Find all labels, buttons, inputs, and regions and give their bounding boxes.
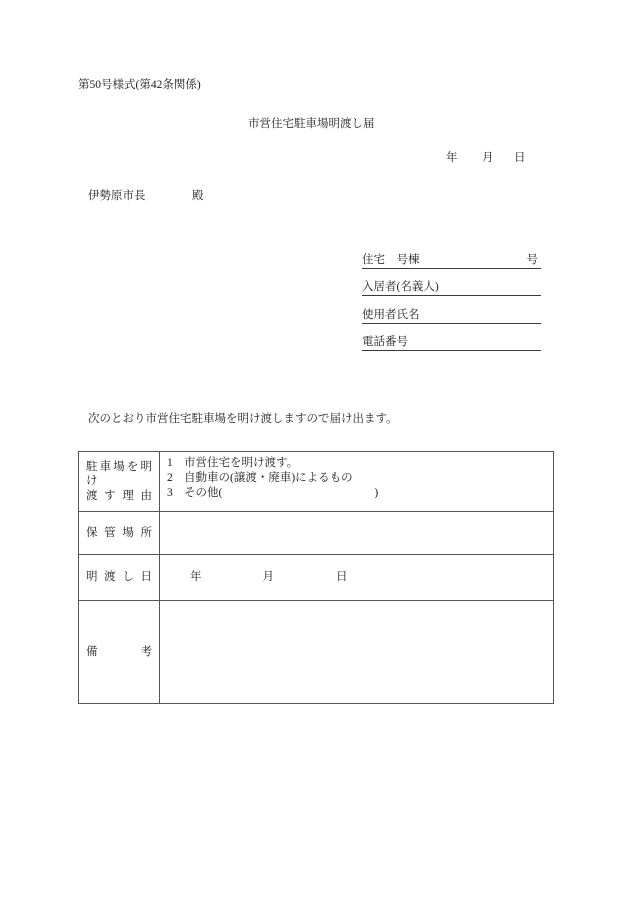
- reason-item-3-text: その他(: [184, 487, 223, 499]
- reason-item-1: [167, 456, 553, 471]
- vacate-date-header: 明渡し日: [86, 571, 152, 584]
- reason-header-line2: 渡す理由: [86, 489, 152, 502]
- vacate-day-label: 日: [336, 571, 348, 584]
- remarks-header-cell: [79, 601, 160, 704]
- month-label: 月: [482, 152, 494, 164]
- vacate-year-label: 年: [190, 571, 202, 584]
- reason-header-line1: 駐車場を明け: [86, 460, 152, 488]
- storage-row: [79, 512, 554, 555]
- reason-item-1-text: 市営住宅を明け渡す。: [184, 457, 299, 469]
- year-label: 年: [446, 152, 458, 164]
- resident-label: 入居者(名義人): [362, 280, 439, 293]
- housing-label: 住宅 号棟: [362, 253, 420, 266]
- form-title: 市営住宅駐車場明渡し届: [248, 118, 375, 130]
- reason-item-3: [167, 486, 553, 501]
- reason-item-2-no: 2: [167, 472, 173, 484]
- remarks-body-cell: [160, 601, 554, 704]
- reason-item-3-close-paren: ): [374, 487, 379, 499]
- form-table: [78, 451, 554, 704]
- housing-suffix: 号: [526, 253, 538, 266]
- reason-body-cell: [160, 452, 554, 512]
- field-housing-line: [362, 250, 541, 269]
- field-resident-line: [362, 277, 541, 296]
- statement: 次のとおり市営住宅駐車場を明け渡しますので届け出ます。: [88, 413, 398, 425]
- remarks-row: [79, 601, 554, 704]
- storage-header-cell: [79, 512, 160, 555]
- storage-body-cell: [160, 512, 554, 555]
- vacate-date-header-cell: [79, 555, 160, 601]
- field-user-line: [362, 305, 541, 324]
- form-number: 第50号様式(第42条関係): [78, 79, 201, 91]
- vacate-date-row: [79, 555, 554, 601]
- reason-header-cell: [79, 452, 160, 512]
- reason-item-2: [167, 471, 553, 486]
- reason-item-3-no: 3: [167, 487, 173, 499]
- reason-row: [79, 452, 554, 512]
- storage-header: 保管場所: [86, 526, 152, 539]
- field-phone-line: [362, 332, 541, 351]
- vacate-date-body-cell: [160, 555, 554, 601]
- vacate-month-label: 月: [262, 571, 274, 584]
- day-label: 日: [514, 152, 526, 164]
- addressee: 伊勢原市長: [88, 190, 146, 202]
- phone-label: 電話番号: [362, 335, 408, 348]
- reason-item-2-text: 自動車の(譲渡・廃車)によるもの: [184, 472, 353, 484]
- honorific: 殿: [192, 190, 204, 202]
- remarks-header: 備考: [86, 645, 152, 658]
- user-name-label: 使用者氏名: [362, 308, 420, 321]
- reason-item-1-no: 1: [167, 457, 173, 469]
